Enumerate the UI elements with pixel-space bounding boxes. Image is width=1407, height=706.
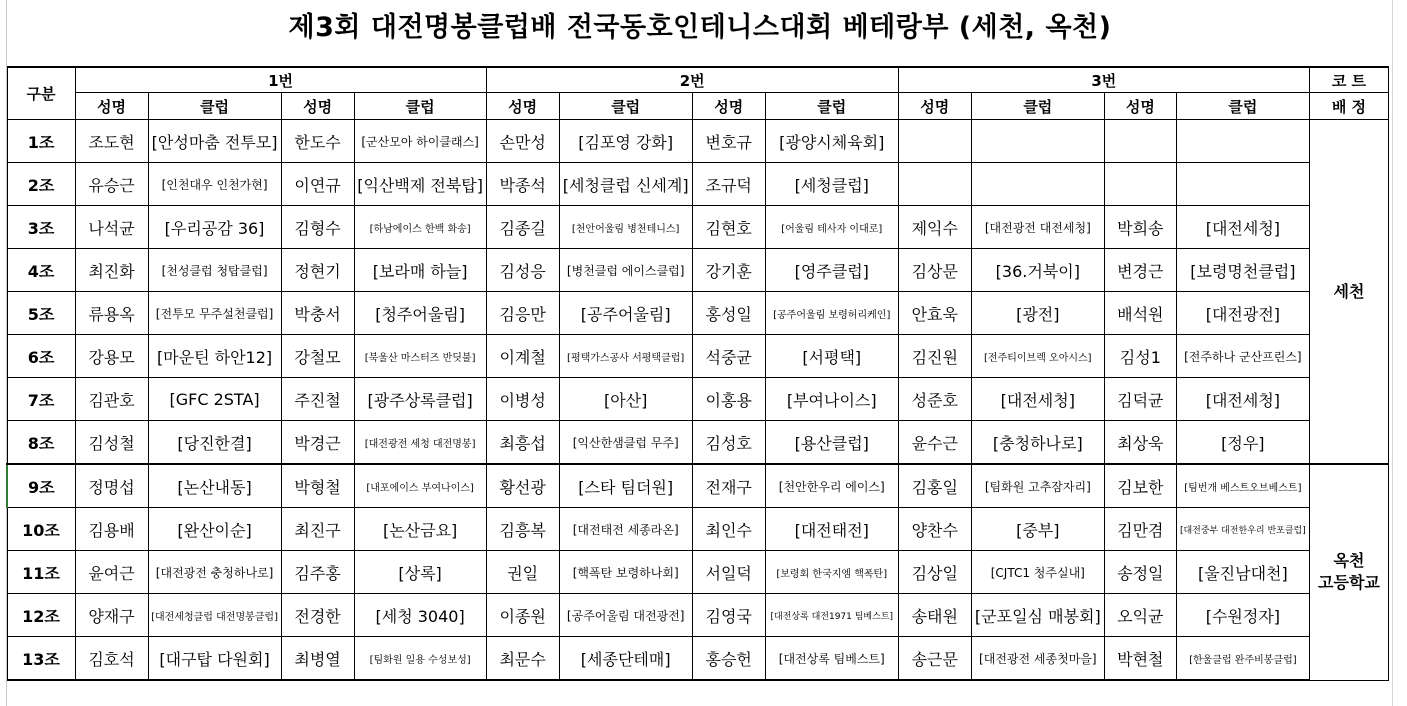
- player-club: [대구탑 다원회]: [148, 637, 281, 681]
- player-name: 오익균: [1104, 594, 1176, 637]
- court-okcheon: [1309, 464, 1388, 680]
- player-name: 송근문: [898, 637, 971, 681]
- player-club: [전투모 무주설천클럽]: [148, 292, 281, 335]
- player-name: 김성응: [486, 249, 559, 292]
- player-name: 박희송: [1104, 206, 1176, 249]
- player-club: [평택가스공사 서평택클럽]: [559, 335, 692, 378]
- player-name: 석중균: [692, 335, 765, 378]
- court-header-bottom: 배 정: [1309, 93, 1388, 120]
- player-name: 최진화: [75, 249, 148, 292]
- slot-header-3: 3번: [898, 67, 1309, 93]
- bracket-table: [6, 66, 1389, 681]
- table-row: [7, 508, 1389, 551]
- player-name: 김용배: [75, 508, 148, 551]
- player-club: [한울클럽 완주비봉클럽]: [1176, 637, 1309, 681]
- player-club: [논산금요]: [354, 508, 486, 551]
- player-name: 김응만: [486, 292, 559, 335]
- table-row: [7, 163, 1389, 206]
- table-row: [7, 637, 1389, 681]
- player-club: [내포에이스 부여나이스]: [354, 464, 486, 508]
- player-name: 김상일: [898, 551, 971, 594]
- player-club: [청주어울림]: [354, 292, 486, 335]
- group-label: 1조: [7, 120, 75, 163]
- page-title: 제3회 대전명봉클럽배 전국동호인테니스대회 베테랑부 (세천, 옥천): [288, 12, 1112, 43]
- player-name: 류용옥: [75, 292, 148, 335]
- group-label: 9조: [7, 464, 75, 508]
- player-name: 전경한: [281, 594, 354, 637]
- player-club: [완산이순]: [148, 508, 281, 551]
- player-club: [대전광전 세청 대전명봉]: [354, 421, 486, 465]
- court-okcheon-line1: 옥천: [1333, 551, 1365, 571]
- club-header: 클럽: [354, 93, 486, 120]
- player-club: [마운틴 하안12]: [148, 335, 281, 378]
- court-okcheon-line2: 고등학교: [1318, 573, 1380, 593]
- club-header: 클럽: [148, 93, 281, 120]
- player-club: [광주상록클럽]: [354, 378, 486, 421]
- player-name: 이홍용: [692, 378, 765, 421]
- player-name: 양재구: [75, 594, 148, 637]
- slot-header-2: 2번: [486, 67, 898, 93]
- player-club: [북울산 마스터즈 반딧불]: [354, 335, 486, 378]
- player-club: [안성마춤 전투모]: [148, 120, 281, 163]
- player-club: [수원정자]: [1176, 594, 1309, 637]
- player-name: 김진원: [898, 335, 971, 378]
- player-name: 김성1: [1104, 335, 1176, 378]
- player-name: 나석균: [75, 206, 148, 249]
- player-club: [상록]: [354, 551, 486, 594]
- table-row: [7, 249, 1389, 292]
- player-club: [익산한샘클럽 무주]: [559, 421, 692, 465]
- player-club: [용산클럽]: [765, 421, 898, 465]
- player-club: [대전중부 대전한우리 반포클럽]: [1176, 508, 1309, 551]
- player-name: 강용모: [75, 335, 148, 378]
- player-name: 김현호: [692, 206, 765, 249]
- player-name: 김상문: [898, 249, 971, 292]
- player-name: 김덕균: [1104, 378, 1176, 421]
- player-name: 김홍일: [898, 464, 971, 508]
- player-club: [핵폭탄 보령하나회]: [559, 551, 692, 594]
- player-club: [인천대우 인천가현]: [148, 163, 281, 206]
- table-row: [7, 206, 1389, 249]
- player-club: [1176, 120, 1309, 163]
- group-label: 2조: [7, 163, 75, 206]
- player-name: 안효욱: [898, 292, 971, 335]
- player-club: [서평택]: [765, 335, 898, 378]
- player-club: [중부]: [971, 508, 1104, 551]
- player-name: 권일: [486, 551, 559, 594]
- group-label: 6조: [7, 335, 75, 378]
- player-name: 정현기: [281, 249, 354, 292]
- player-name: 손만성: [486, 120, 559, 163]
- player-name: 김주홍: [281, 551, 354, 594]
- player-club: [CJTC1 청주실내]: [971, 551, 1104, 594]
- player-club: [36.거북이]: [971, 249, 1104, 292]
- player-name: 양찬수: [898, 508, 971, 551]
- club-header: 클럽: [1176, 93, 1309, 120]
- player-name: [898, 163, 971, 206]
- player-name: 김형수: [281, 206, 354, 249]
- player-club: [영주클럽]: [765, 249, 898, 292]
- player-club: [천안어울림 병천테니스]: [559, 206, 692, 249]
- player-name: 변호규: [692, 120, 765, 163]
- group-label: 4조: [7, 249, 75, 292]
- court-header-top: 코 트: [1309, 67, 1388, 93]
- player-name: 황선광: [486, 464, 559, 508]
- sheet-right-edge: [1392, 0, 1393, 706]
- player-name: 정명섭: [75, 464, 148, 508]
- player-name: 김호석: [75, 637, 148, 681]
- player-name: 이연규: [281, 163, 354, 206]
- player-club: [팀화원 일용 수성보성]: [354, 637, 486, 681]
- player-name: 송정일: [1104, 551, 1176, 594]
- player-name: 이병성: [486, 378, 559, 421]
- player-club: [대전태전 세종라온]: [559, 508, 692, 551]
- player-club: [세종단테매]: [559, 637, 692, 681]
- player-club: [보령명천클럽]: [1176, 249, 1309, 292]
- player-club: [대전광전]: [1176, 292, 1309, 335]
- player-name: 최문수: [486, 637, 559, 681]
- player-club: [군산모아 하이클래스]: [354, 120, 486, 163]
- player-name: 최진구: [281, 508, 354, 551]
- player-club: [전주하나 군산프린스]: [1176, 335, 1309, 378]
- player-name: 박종석: [486, 163, 559, 206]
- player-name: 조규덕: [692, 163, 765, 206]
- player-club: [광전]: [971, 292, 1104, 335]
- table-row: [7, 594, 1389, 637]
- player-name: 윤수근: [898, 421, 971, 465]
- player-name: 최흥섭: [486, 421, 559, 465]
- player-club: [익산백제 전북탑]: [354, 163, 486, 206]
- player-name: 강철모: [281, 335, 354, 378]
- group-label: 5조: [7, 292, 75, 335]
- player-club: [팀번개 베스트오브베스트]: [1176, 464, 1309, 508]
- club-header: 클럽: [971, 93, 1104, 120]
- player-club: [대전광전 충청하나로]: [148, 551, 281, 594]
- player-name: 박형철: [281, 464, 354, 508]
- group-label: 12조: [7, 594, 75, 637]
- player-club: [충청하나로]: [971, 421, 1104, 465]
- group-label: 11조: [7, 551, 75, 594]
- player-club: [대전광전 세종첫마을]: [971, 637, 1104, 681]
- player-club: [보라매 하늘]: [354, 249, 486, 292]
- player-name: 배석원: [1104, 292, 1176, 335]
- court-sechon: 세천: [1309, 120, 1388, 465]
- player-club: [부여나이스]: [765, 378, 898, 421]
- player-club: [정우]: [1176, 421, 1309, 465]
- player-club: [공주어울림]: [559, 292, 692, 335]
- player-club: [천안한우리 에이스]: [765, 464, 898, 508]
- player-club: [어울림 테사자 이대로]: [765, 206, 898, 249]
- player-name: 김관호: [75, 378, 148, 421]
- club-header: 클럽: [559, 93, 692, 120]
- player-club: [보령회 한국지엠 핵폭탄]: [765, 551, 898, 594]
- player-club: [971, 163, 1104, 206]
- player-name: 김성철: [75, 421, 148, 465]
- player-name: 윤여근: [75, 551, 148, 594]
- player-club: [1176, 163, 1309, 206]
- player-club: [아산]: [559, 378, 692, 421]
- player-club: [세청클럽]: [765, 163, 898, 206]
- player-name: 한도수: [281, 120, 354, 163]
- player-club: [팀화원 고추잠자리]: [971, 464, 1104, 508]
- player-name: 김성호: [692, 421, 765, 465]
- player-name: 이계철: [486, 335, 559, 378]
- player-name: [898, 120, 971, 163]
- table-row: [7, 464, 1389, 508]
- player-club: [대전광전 대전세청]: [971, 206, 1104, 249]
- player-club: [세청클럽 신세계]: [559, 163, 692, 206]
- table-row: [7, 378, 1389, 421]
- player-name: 유승근: [75, 163, 148, 206]
- player-club: [공주어울림 보령허리케인]: [765, 292, 898, 335]
- table-row: [7, 551, 1389, 594]
- player-name: 이종원: [486, 594, 559, 637]
- player-club: [울진남대천]: [1176, 551, 1309, 594]
- player-name: 최인수: [692, 508, 765, 551]
- player-club: [공주어울림 대전광전]: [559, 594, 692, 637]
- player-club: [대전상록 대전1971 팀베스트]: [765, 594, 898, 637]
- table-row: [7, 421, 1389, 465]
- player-name: 김만겸: [1104, 508, 1176, 551]
- player-name: 박충서: [281, 292, 354, 335]
- player-club: [대전세청]: [1176, 378, 1309, 421]
- player-club: [천성클럽 청탑클럽]: [148, 249, 281, 292]
- name-header: 성명: [898, 93, 971, 120]
- table-row: [7, 120, 1389, 163]
- player-club: [971, 120, 1104, 163]
- player-club: [당진한결]: [148, 421, 281, 465]
- player-club: [세청 3040]: [354, 594, 486, 637]
- group-label: 7조: [7, 378, 75, 421]
- slot-header-1: 1번: [75, 67, 486, 93]
- player-name: 홍승헌: [692, 637, 765, 681]
- name-header: 성명: [281, 93, 354, 120]
- player-club: [대전세청클럽 대전명봉클럽]: [148, 594, 281, 637]
- player-name: 성준호: [898, 378, 971, 421]
- player-club: [대전상록 팀베스트]: [765, 637, 898, 681]
- player-name: 홍성일: [692, 292, 765, 335]
- player-name: 김보한: [1104, 464, 1176, 508]
- player-name: [1104, 120, 1176, 163]
- player-name: 김종길: [486, 206, 559, 249]
- player-name: 조도현: [75, 120, 148, 163]
- player-name: 전재구: [692, 464, 765, 508]
- name-header: 성명: [486, 93, 559, 120]
- player-club: [대전세청]: [971, 378, 1104, 421]
- group-label: 10조: [7, 508, 75, 551]
- player-club: [대전태전]: [765, 508, 898, 551]
- player-name: 주진철: [281, 378, 354, 421]
- name-header: 성명: [1104, 93, 1176, 120]
- player-name: 서일덕: [692, 551, 765, 594]
- player-club: [군포일심 매봉회]: [971, 594, 1104, 637]
- player-club: [GFC 2STA]: [148, 378, 281, 421]
- player-name: 제익수: [898, 206, 971, 249]
- group-label: 8조: [7, 421, 75, 465]
- player-name: 강기훈: [692, 249, 765, 292]
- player-name: 최병열: [281, 637, 354, 681]
- player-club: [하남에이스 한백 화송]: [354, 206, 486, 249]
- name-header: 성명: [75, 93, 148, 120]
- player-club: [대전세청]: [1176, 206, 1309, 249]
- group-header: 구분: [7, 67, 75, 120]
- name-header: 성명: [692, 93, 765, 120]
- player-name: 박경근: [281, 421, 354, 465]
- player-name: 김영국: [692, 594, 765, 637]
- club-header: 클럽: [765, 93, 898, 120]
- player-name: [1104, 163, 1176, 206]
- player-name: 최상욱: [1104, 421, 1176, 465]
- player-name: 송태원: [898, 594, 971, 637]
- group-label: 3조: [7, 206, 75, 249]
- player-name: 박현철: [1104, 637, 1176, 681]
- table-row: [7, 335, 1389, 378]
- player-name: 김흥복: [486, 508, 559, 551]
- player-club: [김포영 강화]: [559, 120, 692, 163]
- player-club: [논산내동]: [148, 464, 281, 508]
- group-label: 13조: [7, 637, 75, 681]
- player-club: [스타 팀더원]: [559, 464, 692, 508]
- player-name: 변경근: [1104, 249, 1176, 292]
- player-club: [우리공감 36]: [148, 206, 281, 249]
- player-club: [전주티이브렉 오아시스]: [971, 335, 1104, 378]
- player-club: [광양시체육회]: [765, 120, 898, 163]
- player-club: [병천클럽 에이스클럽]: [559, 249, 692, 292]
- table-row: [7, 292, 1389, 335]
